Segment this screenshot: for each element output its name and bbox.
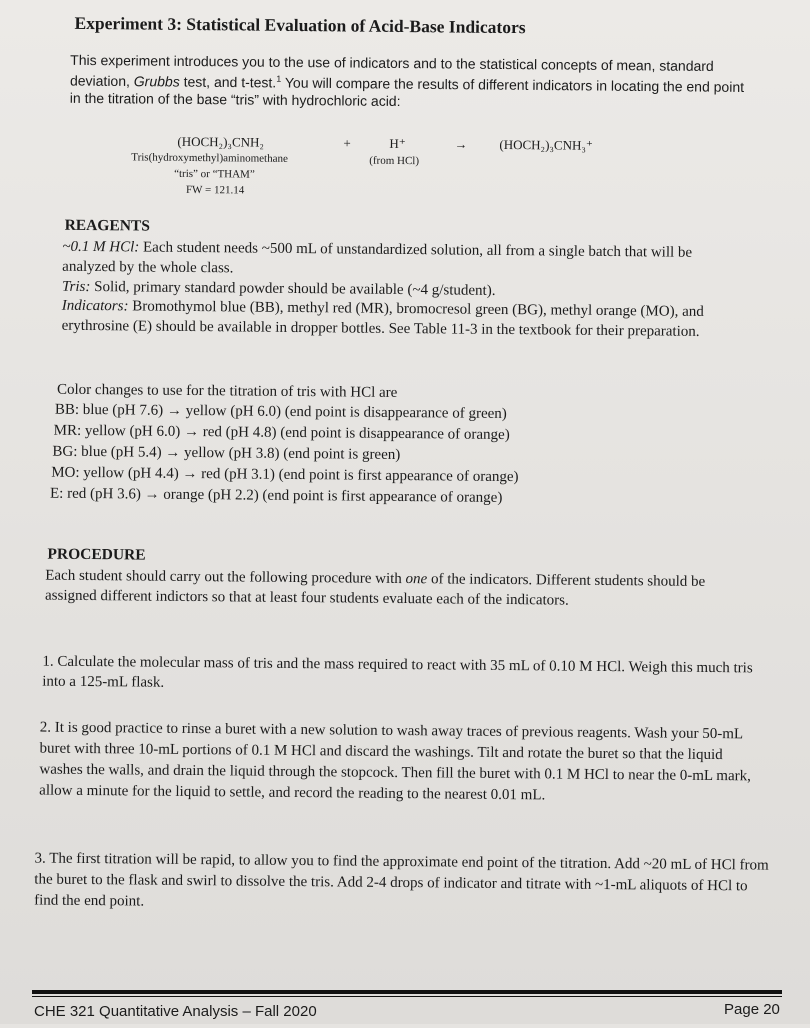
procedure-step-2: 2. It is good practice to rinse a buret with a new solution to wash away traces of previous reagents. Wash your 50-mL buret with three 10-mL portions of 0.1 M HCl and discard the washings. Tilt and rotate the buret so that the liquid washes the walls, and drain the liquid through the stopcock. Then fill the buret with 0.1 M HCl to near the 0-mL mark, allow a minute for the liquid to settle, and record the reading to the nearest 0.01 mL. — [39, 719, 751, 804]
color-changes-intro: Color changes to use for the titration of tris with HCl are — [56, 381, 398, 401]
footer-course: CHE 321 Quantitative Analysis – Fall 2020 — [34, 1003, 317, 1020]
reagents-hcl — [62, 238, 748, 284]
reactant-tris: (HOCH₂)₃CNH₂ — [177, 133, 265, 150]
procedure-intro — [45, 567, 757, 613]
reactant-proton: H⁺ — [389, 135, 406, 152]
procedure-step-3: 3. The first titration will be rapid, to allow you to find the approximate end point of the titration. Add ~20 mL of HCl from the buret to the flask and swirl to dissolve the tris. Add 2-4 drops of indicator and titrate with ~1-mL aliquots of HCl to find the end point. — [34, 850, 769, 910]
tris-alias: “tris” or “THAM” — [174, 167, 255, 181]
intro-text-1: This experiment introduces you to the use of indicators and to the statistical concepts of mean, standard deviation, — [69, 51, 714, 90]
procedure-heading: PROCEDURE — [47, 545, 146, 564]
footnote-mark: 1 — [276, 73, 282, 84]
indicators-label: Indicators: — [61, 297, 129, 315]
color-line-e: E: red (pH 3.6) → orange (pH 2.2) (end point is first appearance of orange) — [49, 485, 503, 506]
page-title: Experiment 3: Statistical Evaluation of Acid-Base Indicators — [74, 12, 526, 38]
procedure-intro-a: Each student should carry out the following procedure with — [45, 567, 406, 588]
reagents-heading: REAGENTS — [64, 216, 150, 235]
tris-formula-weight: FW = 121.14 — [185, 183, 245, 197]
color-line-mo: MO: yellow (pH 4.4) → red (pH 3.1) (end point is first appearance of orange) — [51, 464, 519, 486]
reaction-plus: + — [343, 135, 351, 151]
tris-full-name: Tris(hydroxymethyl)aminomethane — [131, 151, 288, 165]
hcl-text: Each student needs ~500 mL of unstandardized solution, all from a single batch that will be analyzed by the whole class. — [62, 239, 693, 276]
intro-text-3: You will compare the results of different indicators in locating the end point in the titration of the base “tris” with hydrochloric acid: — [69, 74, 745, 109]
footer-page-number: Page 20 — [724, 1001, 780, 1018]
procedure-intro-one: one — [405, 571, 428, 588]
footer-rule — [32, 990, 782, 994]
procedure-intro-b: of the indicators. Different students should be assigned different indictors so that at least four students evaluate each of the indicators. — [44, 571, 706, 609]
tris-text: Solid, primary standard powder should be available (~4 g/student). — [90, 279, 496, 299]
tris-label: Tris: — [61, 278, 91, 296]
color-line-bg: BG: blue (pH 5.4) → yellow (pH 3.8) (end point is green) — [52, 443, 401, 464]
color-line-bb: BB: blue (pH 7.6) → yellow (pH 6.0) (end point is disappearance of green) — [54, 401, 507, 423]
color-line-mr: MR: yellow (pH 6.0) → red (pH 4.8) (end point is disappearance of orange) — [53, 422, 510, 444]
reaction-product: (HOCH₂)₃CNH₃⁺ — [499, 136, 593, 153]
reaction-arrow: → — [454, 136, 468, 152]
intro-text-2: test, and t-test. — [179, 73, 277, 91]
indicators-text: Bromothymol blue (BB), methyl red (MR), bromocresol green (BG), methyl orange (MO), and erythrosine (E) should be available in dropper bottles. See Table 11-3 in the textbook for their preparation. — [61, 298, 704, 340]
procedure-step-1: 1. Calculate the molecular mass of tris and the mass required to react with 35 mL of 0.10 M HCl. Weigh this much tris into a 125-mL flask. — [42, 653, 753, 691]
hcl-label: ~0.1 M HCl: — [62, 238, 140, 256]
intro-grubbs: Grubbs — [133, 73, 180, 90]
reagents-indicators — [62, 297, 754, 343]
footer-rule-thin — [32, 996, 782, 997]
proton-source: (from HCl) — [369, 154, 420, 168]
intro-paragraph — [70, 52, 750, 113]
